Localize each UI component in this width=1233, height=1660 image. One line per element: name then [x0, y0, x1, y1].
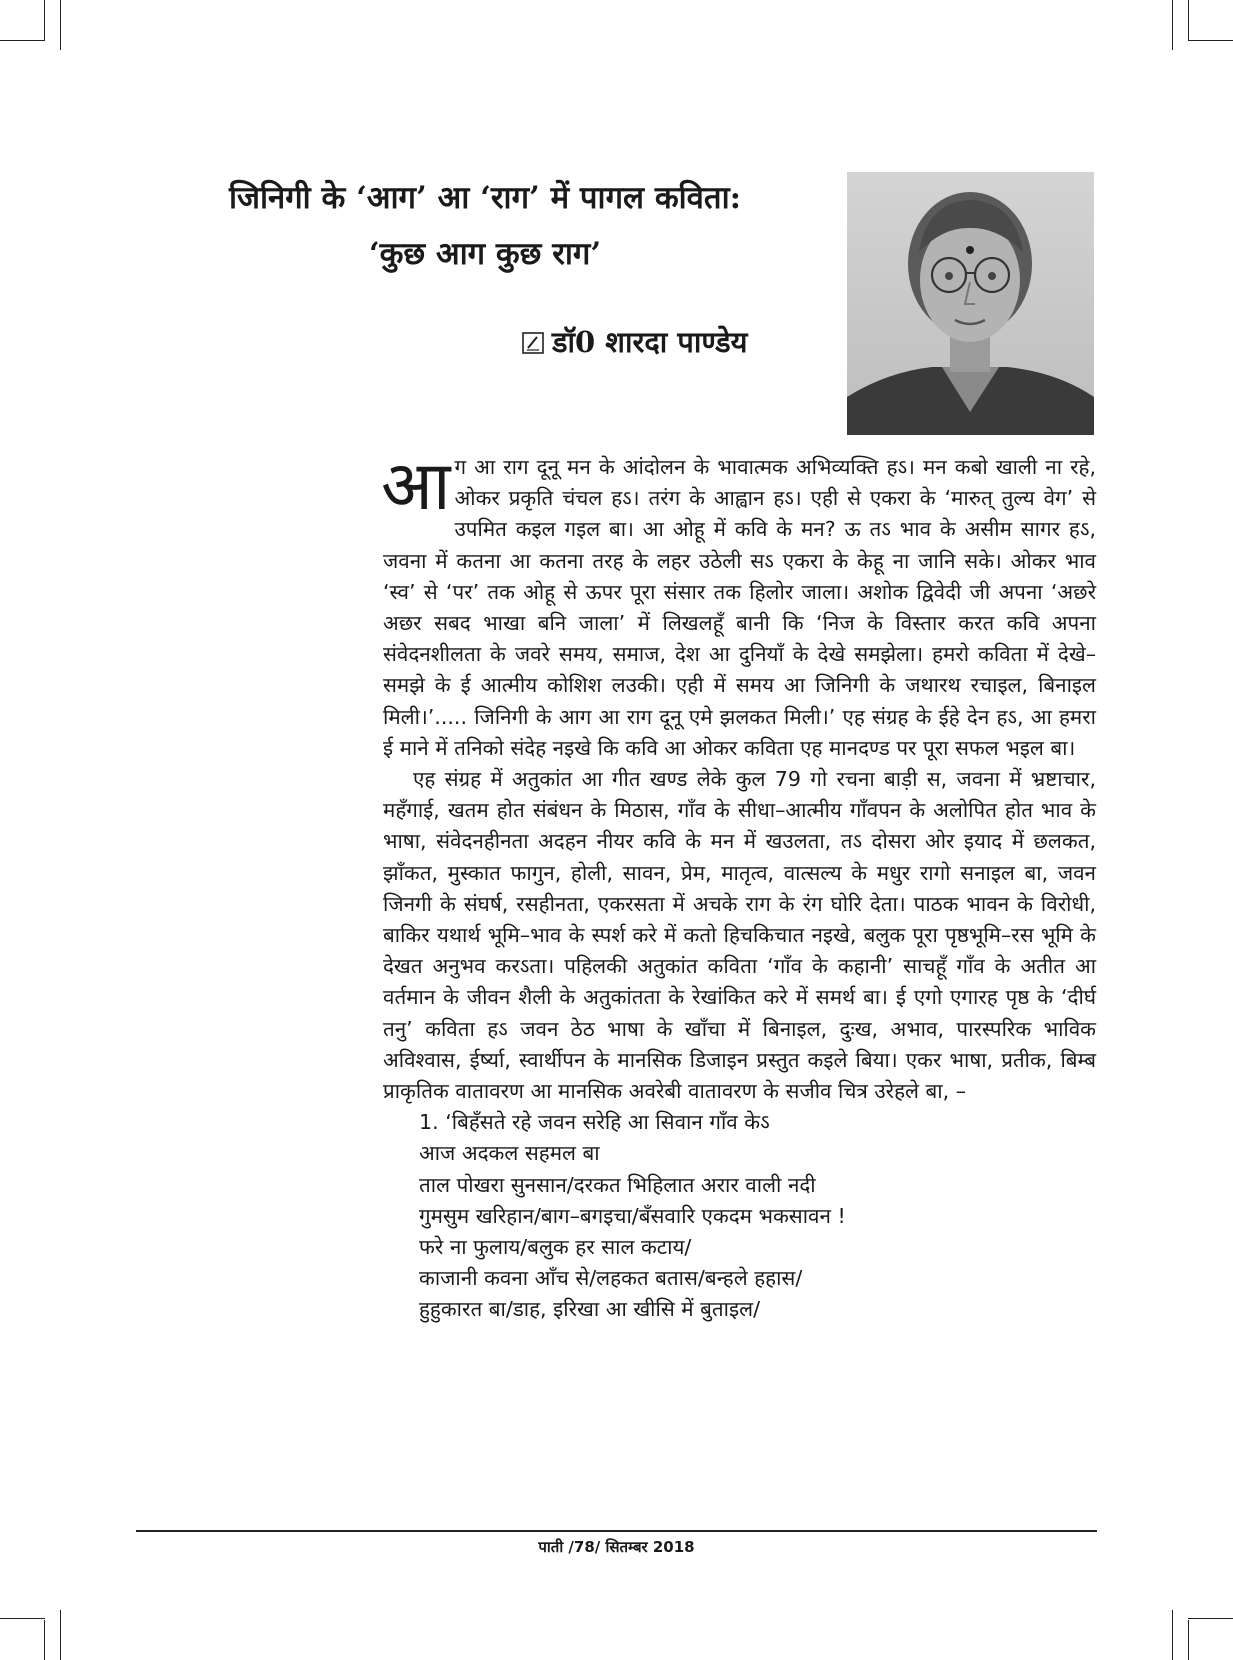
poem-line: हुहुकारत बा/डाह, इरिखा आ खीसि में बुताइल/	[419, 1297, 761, 1322]
crop-mark	[44, 0, 45, 40]
poem-line: ताल पोखरा सुनसान/दरकत भिहिलात अरार वाली नदी	[419, 1172, 816, 1197]
crop-mark	[1188, 1620, 1189, 1660]
author-byline	[522, 322, 748, 361]
title-line-1: जिनिगी के ‘आग’ आ ‘राग’ में पागल कविता:	[228, 180, 742, 216]
crop-mark	[60, 1610, 61, 1660]
crop-mark	[1188, 0, 1189, 40]
page-footer: पाती /78/ सितम्बर 2018	[538, 1538, 695, 1556]
paragraph-1	[381, 447, 1096, 764]
poem-line: फरे ना फुलाय/बलुक हर साल कटाय/	[419, 1235, 692, 1260]
author-name: डॉ0 शारदा पाण्डेय	[552, 325, 748, 359]
poem-line: आज अदकल सहमल बा	[419, 1141, 600, 1166]
crop-mark	[0, 1618, 45, 1619]
paragraph-1-text: ग आ राग दूनू मन के आंदोलन के भावात्मक अभिव्यक्ति हऽ। मन कबो खाली ना रहे, ओकर प्रकृति चंचल हऽ। तरंग के आह्वान हऽ। एही से एकरा के ‘मारुत् तुल्य वेग’ से उपमित कइल गइल बा। आ ओहू में कवि के मन? ऊ तऽ भाव के असीम सागर हऽ, जवना में कतना आ कतना तरह के लहर उठेली सऽ एकरा के केहू ना जानि सके। ओकर भाव ‘स्व’ से ‘पर’ तक ओहू से ऊपर पूरा संसार तक हिलोर जाला। अशोक द्विवेदी जी अपना ‘अछरे अछर सबद भाखा बनि जाला’ में लिखलहूँ बानी कि ‘निज के विस्तार करत कवि अपना संवेदनशीलता के जवरे समय, समाज, देश आ दुनियाँ के देखे समझेला। हमरो कविता में देखे–समझे के ई आत्मीय कोशिश लउकी। एही में समय आ जिनिगी के जथारथ रचाइल, बिनाइल मिली।’..... जिनिगी के आग आ राग दूनू एमे झलकत मिली।’ एह संग्रह के ईहे देन हऽ, आ हमरा ई माने में तनिको संदेह नइखे कि कवि आ ओकर कविता एह मानदण्ड पर पूरा सफल भइल बा।	[383, 455, 1096, 760]
crop-mark	[44, 1620, 45, 1660]
paragraph-2: एह संग्रह में अतुकांत आ गीत खण्ड लेके कुल 79 गो रचना बाड़ी स, जवना में भ्रष्टाचार, महँगाई, खतम होत संबंधन के मिठास, गाँव के सीधा–आत्मीय गाँवपन के अलोपित होत भाव के भाषा, संवेदनहीनता अदहन नीयर कवि के मन में खउलता, तऽ दोसरा ओर इयाद में छलकत, झाँकत, मुस्कात फागुन, होली, सावन, प्रेम, मातृत्व, वात्सल्य के मधुर रागो सनाइल बा, जवन जिनगी के संघर्ष, रसहीनता, एकरसता में अचके राग के रंग घोरि देता। पाठक भावन के विरोधी, बाकिर यथार्थ भूमि–भाव के स्पर्श करे में कतो हिचकिचात नइखे, बलुक पूरा पृष्ठभूमि–रस भूमि के देखत अनुभव करऽता। पहिलकी अतुकांत कविता ‘गाँव के कहानी’ साचहूँ गाँव के अतीत आ वर्तमान के जीवन शैली के अतुकांतता के रेखांकित करे में समर्थ बा। ई एगो एगारह पृष्ठ के ‘दीर्घ तनु’ कविता हऽ जवन ठेठ भाषा के खाँचा में बिनाइल, दुःख, अभाव, पारस्परिक भाविक अविश्वास, ईर्ष्या, स्वार्थीपन के मानसिक डिजाइन प्रस्तुत कइले बिया। एकर भाषा, प्रतीक, बिम्ब प्राकृतिक वातावरण आ मानसिक अवरेबी वातावरण के सजीव चित्र उरेहले बा, –	[383, 767, 1096, 1104]
poem-excerpt	[419, 1107, 1096, 1325]
crop-mark	[1172, 0, 1173, 50]
crop-mark	[1188, 1618, 1233, 1619]
crop-mark	[60, 0, 61, 50]
article-body	[381, 447, 1096, 1326]
crop-mark	[1172, 1610, 1173, 1660]
drop-cap: आ	[381, 447, 451, 526]
poem-line: काजानी कवना आँच से/लहकत बतास/बन्हले हहास/	[419, 1266, 803, 1291]
article-title	[150, 170, 820, 282]
poem-line: गुमसुम खरिहान/बाग–बगइचा/बँसवारि एकदम भकसावन !	[419, 1203, 846, 1228]
footer-divider	[136, 1530, 1097, 1532]
crop-mark	[1188, 40, 1233, 41]
author-photo	[847, 172, 1094, 435]
crop-mark	[0, 40, 45, 41]
pen-paper-icon	[522, 327, 544, 361]
title-line-2: ‘कुछ आग कुछ राग’	[368, 236, 602, 272]
poem-line: 1. ‘बिहँसते रहे जवन सरेहि आ सिवान गाँव केऽ	[419, 1110, 770, 1135]
